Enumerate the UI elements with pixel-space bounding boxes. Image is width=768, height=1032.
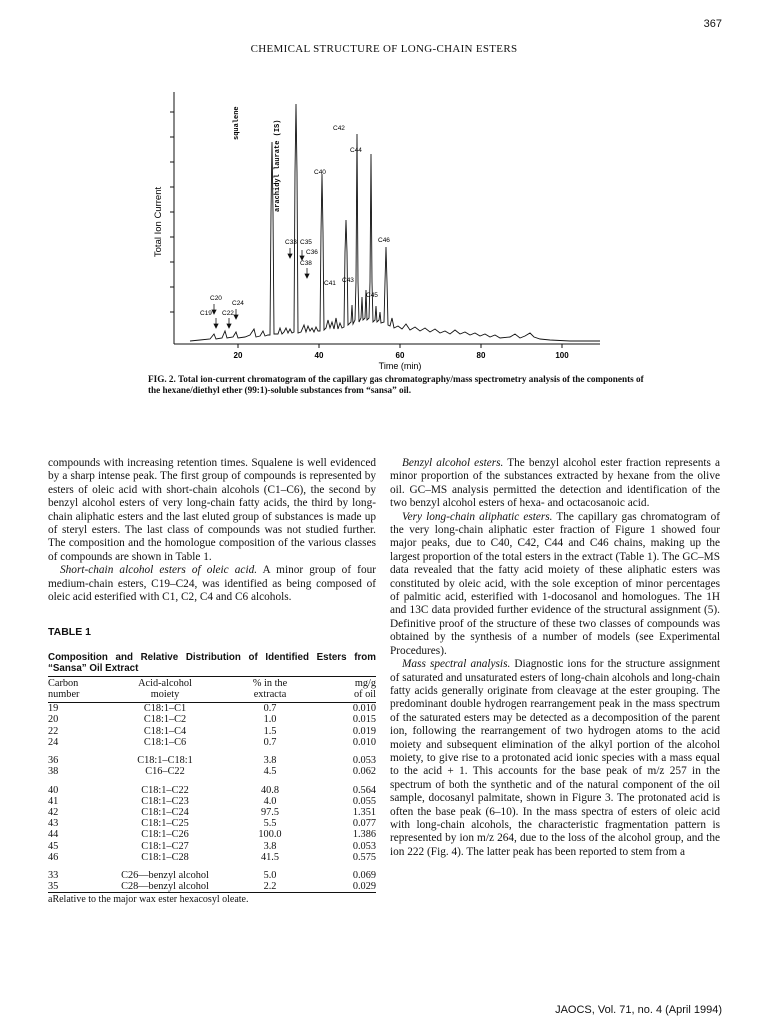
cell-moiety: C18:1–C26 xyxy=(141,829,189,841)
cell-carbon: 40 xyxy=(48,784,59,796)
cell-percent: 3.8 xyxy=(263,840,277,852)
paragraph-heading: Very long-chain aliphatic esters. xyxy=(402,510,553,523)
peak-label-c40: C40 xyxy=(314,169,326,176)
peak-label-c19: C19 xyxy=(200,310,212,317)
chromatogram-trace xyxy=(190,104,600,341)
cell-mg: 0.010 xyxy=(352,703,376,715)
table-row xyxy=(48,766,376,777)
header-percent: % in the extracta xyxy=(224,676,316,702)
cell-percent: 0.7 xyxy=(263,736,277,748)
cell-carbon: 36 xyxy=(48,755,59,767)
squalene-label: squalene xyxy=(233,106,241,140)
table-row xyxy=(48,726,376,737)
cell-carbon: 19 xyxy=(48,703,59,715)
cell-carbon: 43 xyxy=(48,818,59,830)
table-caption: Composition and Relative Distribution of Identified Esters from “Sansa” Oil Extract xyxy=(48,651,376,674)
cell-mg: 0.055 xyxy=(352,795,376,807)
y-axis-label: Total Ion Current xyxy=(153,186,164,258)
cell-percent: 97.5 xyxy=(260,806,280,818)
body-paragraph xyxy=(390,457,720,511)
peak-label-c36: C36 xyxy=(306,249,318,256)
cell-moiety: C18:1–C23 xyxy=(141,795,189,807)
x-ticks xyxy=(238,344,562,348)
cell-mg: 0.015 xyxy=(352,714,376,726)
cell-mg: 0.077 xyxy=(352,818,376,830)
cell-mg: 0.019 xyxy=(352,725,376,737)
table-title: TABLE 1 xyxy=(48,626,91,639)
cell-moiety: C16–C22 xyxy=(145,766,185,778)
cell-mg: 0.575 xyxy=(352,851,376,863)
paragraph-text: Diagnostic ions for the structure assignment of saturated and unsaturated esters of long-chain alcohols and long-chain fatty acids generally originate from cleavage at the ester grouping. The predominant double hydrogen rearrangement peak in the mass spectrum of the saturated esters may be detected as a decomposition of the parent ion, following the rearrangement of two hydrogen atoms to the acid moiety and subsequent elimination of the alkyl portion of the alcohol moiety, to give rise to a protonated acid ionic species with a mass equal to the acid + 1. This accounts for the base peak of m/z 257 in the spectrum of both the synthetic and of the natural component of the oil sample, docosanyl palmitate, shown in Figure 3. The protonated acid is often the base peak (6–10). In the mass spectra of esters of oleic acid with long-chain alcohols, the characteristic fragmentation pattern is represented by ion m/z 264, due to the loss of the alcohol group, and the ion 222 (Fig. 4). The latter peak has been reported to stem from a xyxy=(390,658,720,858)
peak-label-c33: C33 xyxy=(285,239,297,246)
table-header-row xyxy=(48,676,376,702)
cell-mg: 0.053 xyxy=(352,755,376,767)
cell-moiety: C18:1–C4 xyxy=(143,725,187,737)
cell-carbon: 45 xyxy=(48,840,59,852)
arachidyl-laurate-label: arachidyl laurate (IS) xyxy=(274,119,282,212)
cell-carbon: 22 xyxy=(48,725,59,737)
paragraph-heading: Benzyl alcohol esters. xyxy=(402,457,504,469)
chromatogram-figure xyxy=(130,82,610,372)
cell-mg: 0.010 xyxy=(352,736,376,748)
cell-percent: 2.2 xyxy=(263,881,277,893)
ester-table xyxy=(48,676,376,906)
table-row xyxy=(48,796,376,807)
figure-caption: FIG. 2. Total ion-current chromatogram of the capillary gas chromatography/mass spectrometry analysis of the components of the hexane/diethyl ether (99:1)-soluble substances from “sansa” oil. xyxy=(148,374,644,395)
peak-label-c22: C22 xyxy=(222,310,234,317)
x-tick-label: 40 xyxy=(314,351,324,360)
table-row xyxy=(48,829,376,840)
table-row xyxy=(48,737,376,748)
cell-mg: 0.069 xyxy=(352,869,376,881)
peak-label-c38: C38 xyxy=(300,260,312,267)
cell-carbon: 41 xyxy=(48,795,59,807)
header-moiety: Acid-alcohol moiety xyxy=(106,676,224,702)
x-tick-label: 100 xyxy=(555,351,569,360)
peak-label-c24: C24 xyxy=(232,300,244,307)
peak-label-c35: C35 xyxy=(300,239,312,246)
table-row xyxy=(48,881,376,893)
cell-percent: 1.0 xyxy=(263,714,277,726)
cell-carbon: 42 xyxy=(48,806,59,818)
y-ticks xyxy=(170,112,174,312)
table-row xyxy=(48,703,376,715)
cell-moiety: C18:1–C1 xyxy=(143,703,187,715)
cell-mg: 0.564 xyxy=(352,784,376,796)
table-row xyxy=(48,778,376,796)
cell-percent: 4.5 xyxy=(263,766,277,778)
paragraph-heading: Mass spectral analysis. xyxy=(402,658,511,671)
cell-moiety: C26—benzyl alcohol xyxy=(121,869,209,881)
peak-label-c42: C42 xyxy=(333,125,345,132)
x-axis-label: Time (min) xyxy=(378,361,422,371)
running-title: CHEMICAL STRUCTURE OF LONG-CHAIN ESTERS xyxy=(250,43,518,55)
cell-percent: 3.8 xyxy=(263,755,277,767)
x-tick-label: 60 xyxy=(395,351,405,360)
cell-moiety: C18:1–C22 xyxy=(141,784,189,796)
header-carbon: Carbon number xyxy=(48,676,106,702)
body-paragraph xyxy=(390,658,720,859)
cell-carbon: 46 xyxy=(48,851,59,863)
cell-moiety: C18:1–C6 xyxy=(143,736,187,748)
cell-moiety: C18:1–C24 xyxy=(141,806,189,818)
paragraph-text: A minor group of four medium-chain esters, C19–C24, was identified as being composed of oleic acid esterified with C1, C2, C4 and C6 alcohols. xyxy=(48,564,377,604)
right-column xyxy=(390,457,720,859)
left-column xyxy=(48,457,376,906)
body-paragraph xyxy=(48,564,376,604)
page-number: 367 xyxy=(703,18,722,30)
peak-label-c45: C45 xyxy=(366,292,378,299)
cell-percent: 41.5 xyxy=(260,851,280,863)
table-row xyxy=(48,807,376,818)
cell-mg: 1.351 xyxy=(352,806,376,818)
cell-moiety: C18:1–C18:1 xyxy=(137,755,193,767)
cell-percent: 5.0 xyxy=(263,869,277,881)
paragraph-text: The benzyl alcohol ester fraction represents a minor proportion of the substances extracted by hexane from the olive oil. GC–MS analysis permitted the detection and identification of the two benzyl alcohol esters of hexa- and octacosanoic acid. xyxy=(390,457,720,510)
cell-percent: 40.8 xyxy=(260,784,280,796)
table-row xyxy=(48,818,376,829)
cell-percent: 100.0 xyxy=(258,829,282,841)
cell-percent: 5.5 xyxy=(263,818,277,830)
paragraph-text: The capillary gas chromatogram of the very long-chain aliphatic ester fraction of Figure 1 showed four major peaks, due to C40, C42, C44 and C46 chains, making up the largest proportion of the total esters in the extract (Table 1). The GC–MS data revealed that the fatty acid moiety of these aliphatic esters was constituted by oleic acid, with the sole exception of minor percentages of palmitic acid, esterified with 1-docosanol and homologues. The 1H and 13C data provided further evidence of the structural assignment (5). Definitive proof of the structure of these two classes of compounds was obtained by the synthesis of a number of models (see Experimental Procedures). xyxy=(390,510,720,657)
peak-label-c20: C20 xyxy=(210,295,222,302)
cell-mg: 0.062 xyxy=(352,766,376,778)
cell-carbon: 33 xyxy=(48,869,59,881)
cell-carbon: 24 xyxy=(48,736,59,748)
table-row xyxy=(48,852,376,863)
cell-mg: 1.386 xyxy=(352,829,376,841)
peak-label-c46: C46 xyxy=(378,237,390,244)
cell-percent: 4.0 xyxy=(263,795,277,807)
body-paragraph: compounds with increasing retention times. Squalene is well evidenced by a sharp intense peak. The first group of compounds is represented by esters of oleic acid with short-chain alcohols (C1–C6), the second by benzyl alcohol esters of very long-chain fatty acids, the third by long-chain aliphatic esters and the last eluted group of substances is made up of steryl esters. The last class of compounds was not studied further. The composition and the homologue composition of the various classes of compounds are shown in Table 1. xyxy=(48,457,376,563)
cell-moiety: C28—benzyl alcohol xyxy=(121,881,209,893)
cell-carbon: 35 xyxy=(48,881,59,893)
x-tick-label: 20 xyxy=(233,351,243,360)
cell-carbon: 20 xyxy=(48,714,59,726)
cell-carbon: 44 xyxy=(48,829,59,841)
cell-percent: 1.5 xyxy=(263,725,277,737)
cell-moiety: C18:1–C28 xyxy=(141,851,189,863)
table-footnote: aRelative to the major wax ester hexacosyl oleate. xyxy=(48,893,376,906)
cell-mg: 0.053 xyxy=(352,840,376,852)
body-paragraph xyxy=(390,511,720,658)
cell-percent: 0.7 xyxy=(263,703,277,715)
table-row xyxy=(48,714,376,725)
table-row xyxy=(48,841,376,852)
header-mg: mg/g of oil xyxy=(316,676,376,702)
table-row xyxy=(48,863,376,881)
paragraph-heading: Short-chain alcohol esters of oleic acid. xyxy=(60,564,258,577)
x-tick-label: 80 xyxy=(476,351,486,360)
cell-moiety: C18:1–C27 xyxy=(141,840,189,852)
table-body xyxy=(48,703,376,893)
cell-carbon: 38 xyxy=(48,766,59,778)
journal-footer: JAOCS, Vol. 71, no. 4 (April 1994) xyxy=(555,1004,722,1016)
table-footnote-row xyxy=(48,893,376,906)
peak-label-c44: C44 xyxy=(350,147,362,154)
peak-label-c43: C43 xyxy=(342,277,354,284)
cell-mg: 0.029 xyxy=(352,881,376,893)
cell-moiety: C18:1–C2 xyxy=(143,714,187,726)
peak-label-c41: C41 xyxy=(324,280,336,287)
cell-moiety: C18:1–C25 xyxy=(141,818,189,830)
table-row xyxy=(48,748,376,766)
